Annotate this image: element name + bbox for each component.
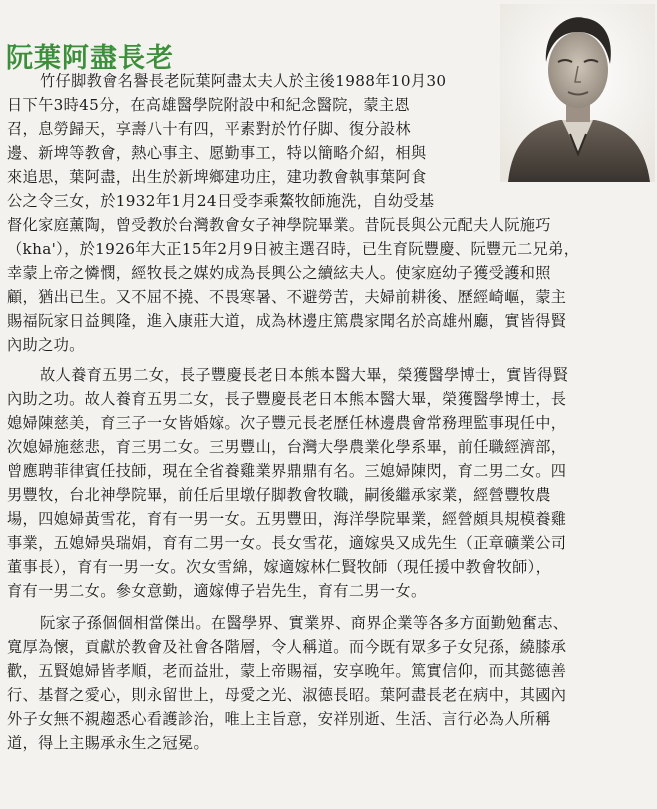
text-line: 道，得上主賜承永生之冠冕。 xyxy=(7,734,209,752)
text-line: 故人養育五男二女，長子豐慶長老日本熊本醫大畢，榮獲醫學博士，實皆得賢 xyxy=(40,366,569,384)
text-line: （kha'），於1926年大正15年2月9日被主選召時，已生育阮豐慶、阮豐元二兄弟， xyxy=(7,240,580,258)
text-line: 公之令三女，於1932年1月24日受李乘鰲牧師施洗，自幼受基 xyxy=(7,192,435,210)
text-line: 幸蒙上帝之憐憫，經牧長之媒妁成為長興公之續絃夫人。使家庭幼子獲受護和照 xyxy=(7,264,551,282)
text-line: 行、基督之愛心，則永留世上，母愛之光、淑德長昭。葉阿盡長老在病中，其國內 xyxy=(7,686,567,704)
text-line: 場，四媳婦黃雪花，育有一男一女。五男豐田，海洋學院畢業，經營頗具規模養雞 xyxy=(7,510,567,528)
text-line: 事業，五媳婦吳瑞娟，育有二男一女。長女雪花，適嫁吳又成先生（正章礦業公司 xyxy=(7,534,567,552)
text-line: 竹仔脚教會名譽長老阮葉阿盡太夫人於主後1988年10月30 xyxy=(40,72,447,90)
text-line: 媳婦陳慈美，育三子一女皆婚嫁。次子豐元長老歷任林邊農會常務理監事現任中， xyxy=(7,414,567,432)
text-line: 來追思，葉阿盡，出生於新埤鄉建功庄，建功教會執事葉阿食 xyxy=(7,168,427,186)
text-line: 賜福阮家日益興隆，進入康莊大道，成為林邊庄篤農家聞名於高雄州廳，實皆得賢 xyxy=(7,312,567,330)
text-line: 召，息勞歸天，享壽八十有四，平素對於竹仔脚、復分設林 xyxy=(7,120,411,138)
text-line: 董事長），育有一男一女。次女雪綿，嫁適嫁林仁賢牧師（現任援中教會牧師）， xyxy=(7,558,552,576)
text-line: 顧，猶出已生。又不屈不撓、不畏寒暑、不避勞苦，夫婦前耕後、歷經崎嶇，蒙主 xyxy=(7,288,567,306)
text-line: 育有一男二女。參女意勤，適嫁傅子岩先生，育有二男一女。 xyxy=(7,582,427,600)
text-line: 督化家庭薰陶，曾受教於台灣教會女子神學院畢業。昔阮長與公元配夫人阮施巧 xyxy=(7,216,551,234)
text-line: 歡，五賢媳婦皆孝順，老而益壯，蒙上帝賜福，安享晚年。篤實信仰，而其懿德善 xyxy=(7,662,567,680)
text-line: 曾應聘菲律賓任技師，現在全省養雞業界鼎鼎有名。三媳婦陳閃，育二男二女。四 xyxy=(7,462,567,480)
text-line: 外子女無不親趨悉心看護診治，唯上主旨意，安祥別逝、生活、言行必為人所稱 xyxy=(7,710,551,728)
portrait-photo xyxy=(500,4,655,182)
text-line: 內助之功。故人養育五男二女，長子豐慶長老日本熊本醫大畢，榮獲醫學博士，長 xyxy=(7,390,567,408)
text-line: 日下午3時45分，在高雄醫學院附設中和紀念醫院，蒙主恩 xyxy=(7,96,410,114)
text-line: 邊、新埤等教會，熱心事主、愿勤事工，特以簡略介紹，相與 xyxy=(7,144,427,162)
text-line: 阮家子孫個個相當傑出。在醫學界、實業界、商界企業等各多方面勤勉奮志、 xyxy=(40,614,569,632)
text-line: 男豐牧，台北神學院畢，前任后里墩仔脚教會牧職，嗣後繼承家業，經營豐牧農 xyxy=(7,486,551,504)
article-title: 阮葉阿盡長老 xyxy=(6,43,174,74)
text-line: 寬厚為懷，貢獻於教會及社會各階層，令人稱道。而今既有眾多子女兒孫，繞膝承 xyxy=(7,638,567,656)
text-line: 次媳婦施慈悲，育三男二女。三男豐山，台灣大學農業化學系畢，前任職經濟部， xyxy=(7,438,567,456)
text-line: 內助之功。 xyxy=(7,336,85,354)
